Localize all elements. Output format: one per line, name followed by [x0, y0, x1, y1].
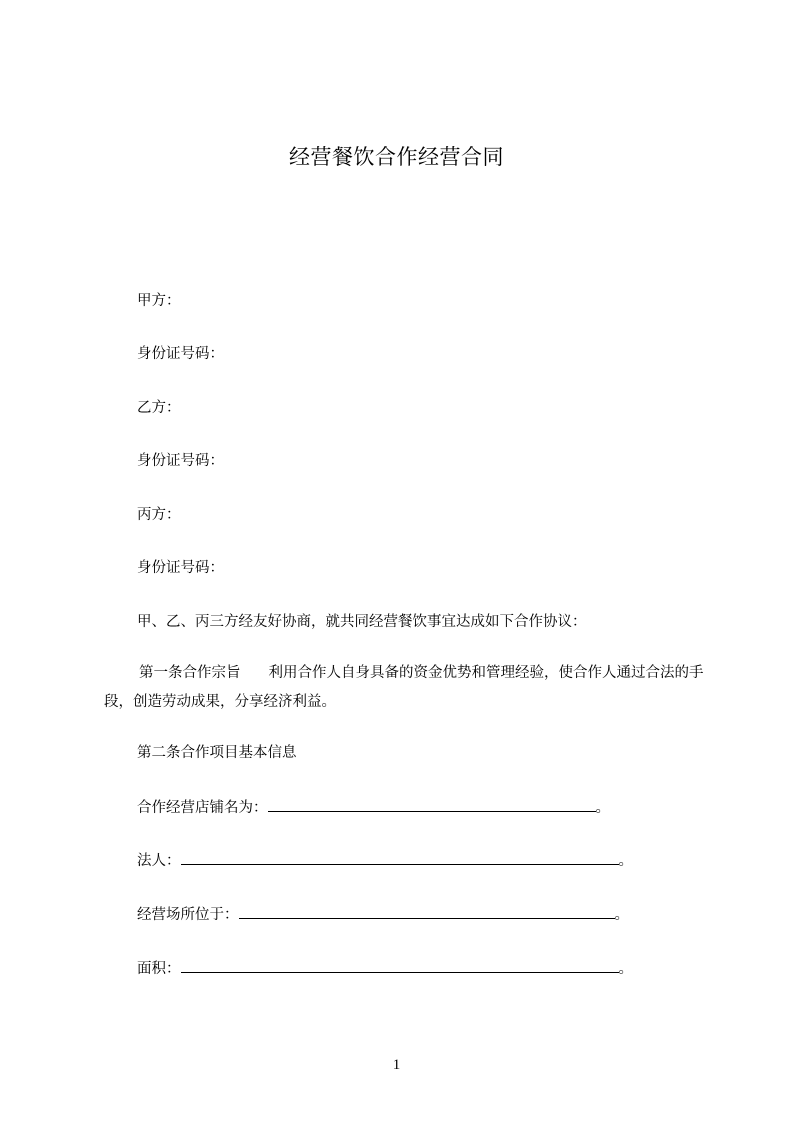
- legal-person-blank[interactable]: [181, 850, 619, 865]
- article-1-paragraph: [104, 659, 704, 717]
- party-c-id-label: 身份证号码：: [137, 560, 224, 576]
- legal-person-period: 。: [618, 853, 633, 869]
- area-line: [137, 958, 633, 979]
- area-blank[interactable]: [181, 958, 619, 973]
- store-name-blank[interactable]: [268, 797, 596, 812]
- article-2-heading: 第二条合作项目基本信息: [137, 745, 297, 761]
- store-name-period: 。: [595, 800, 610, 816]
- party-c-label: 丙方：: [137, 507, 181, 523]
- location-blank[interactable]: [239, 904, 615, 919]
- article-1-heading: 第一条合作宗旨: [139, 665, 241, 681]
- intro-paragraph: 甲、乙、丙三方经友好协商，就共同经营餐饮事宜达成如下合作协议：: [137, 614, 587, 630]
- party-a-label: 甲方：: [137, 293, 181, 309]
- legal-person-label: 法人：: [137, 853, 181, 869]
- location-period: 。: [614, 907, 629, 923]
- article-1-body: 利用合作人自身具备的资金优势和管理经验，使合作人通过合法的手段，创造劳动成果，分享经济利益。: [104, 665, 704, 710]
- store-name-label: 合作经营店铺名为：: [137, 800, 268, 816]
- legal-person-line: [137, 850, 633, 871]
- location-line: [137, 904, 629, 925]
- store-name-line: [137, 797, 610, 818]
- document-title: 经营餐饮合作经营合同: [289, 145, 504, 169]
- party-a-id-label: 身份证号码：: [137, 346, 224, 362]
- page-number: 1: [392, 1057, 401, 1073]
- party-b-id-label: 身份证号码：: [137, 453, 224, 469]
- party-b-label: 乙方：: [137, 400, 181, 416]
- area-label: 面积：: [137, 961, 181, 977]
- location-label: 经营场所位于：: [137, 907, 239, 923]
- area-period: 。: [618, 961, 633, 977]
